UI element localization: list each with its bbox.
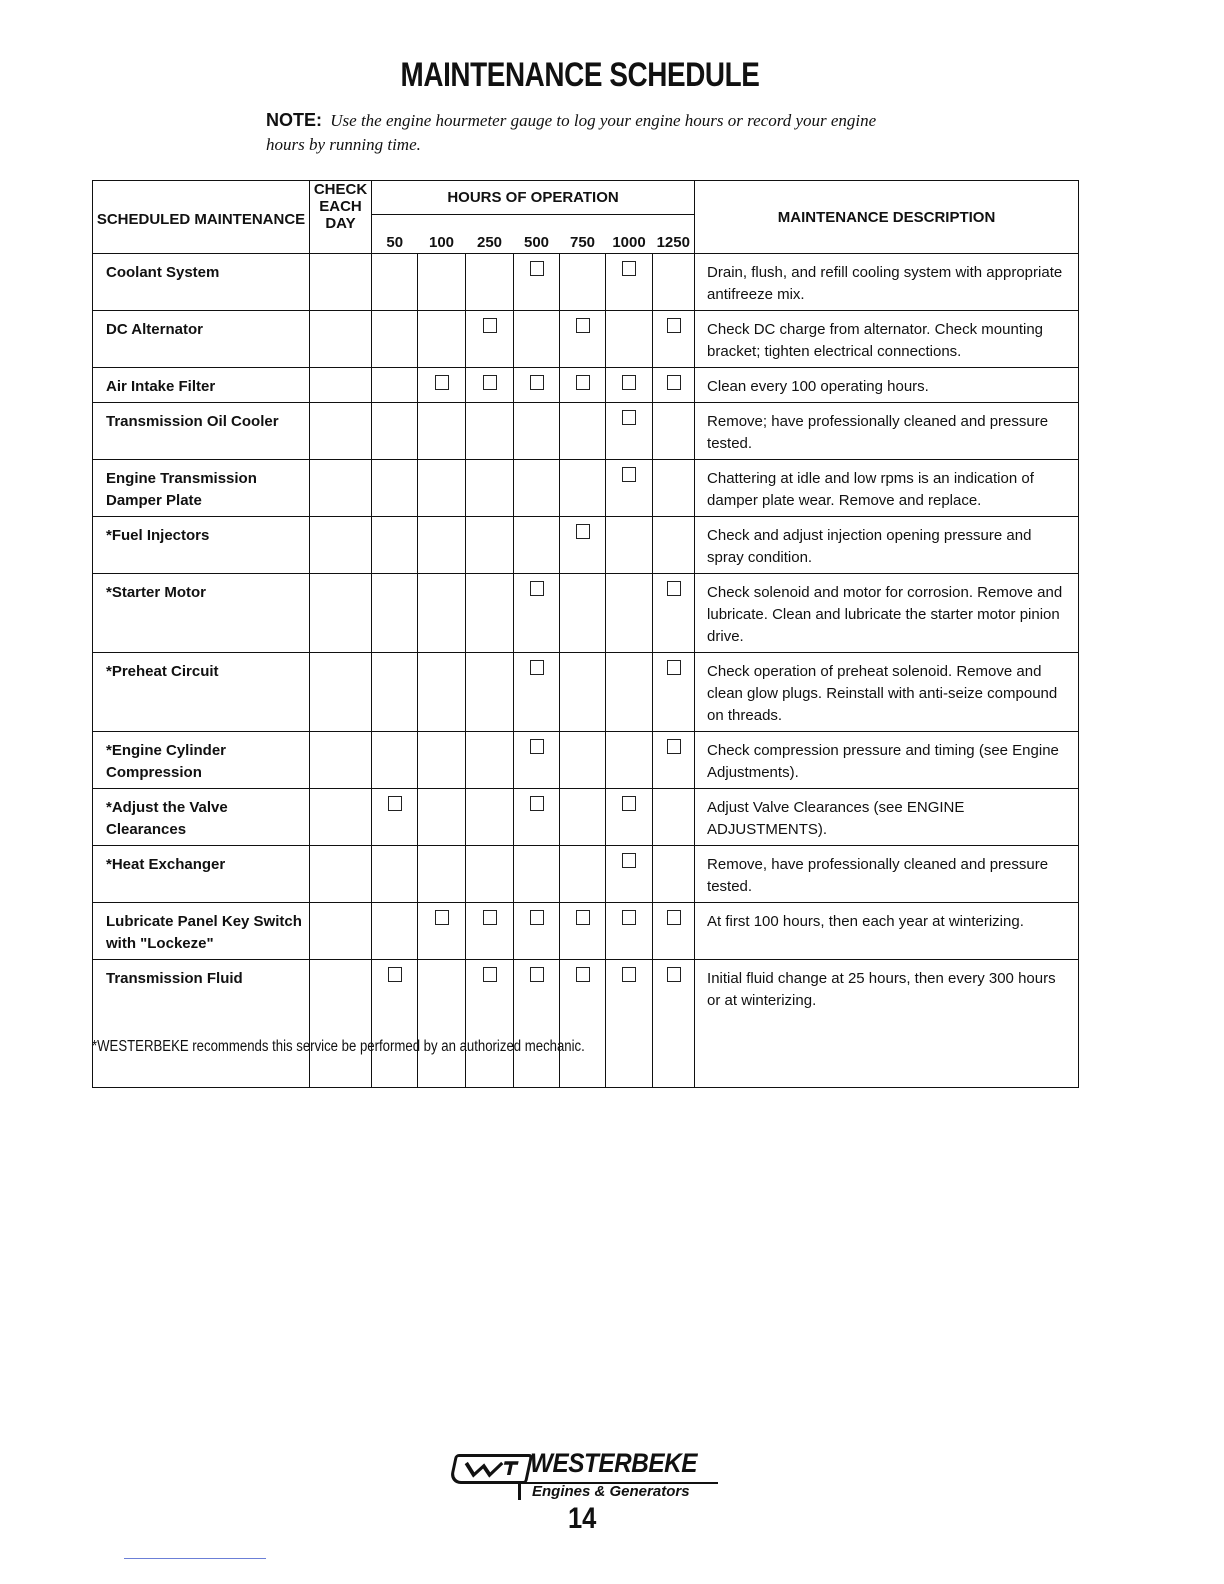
maintenance-schedule-table bbox=[92, 180, 1079, 1088]
hours-cell-500 bbox=[514, 460, 560, 517]
hours-cell-500 bbox=[514, 517, 560, 574]
checkbox-icon[interactable] bbox=[576, 967, 590, 982]
hours-cell-50 bbox=[372, 368, 418, 403]
table-row bbox=[93, 311, 1079, 368]
hours-cell-100 bbox=[418, 653, 466, 732]
header-hour-500: 500 bbox=[514, 215, 560, 254]
header-hour-50: 50 bbox=[372, 215, 418, 254]
check-daily-cell bbox=[310, 403, 372, 460]
hours-cell-500 bbox=[514, 653, 560, 732]
checkbox-icon[interactable] bbox=[667, 660, 681, 675]
hours-cell-1000 bbox=[606, 311, 653, 368]
task-description: Check compression pressure and timing (see Engine Adjustments). bbox=[695, 732, 1079, 789]
table-row bbox=[93, 403, 1079, 460]
hours-cell-750 bbox=[560, 368, 606, 403]
hours-cell-250 bbox=[466, 789, 514, 846]
hours-cell-1250 bbox=[653, 574, 695, 653]
check-daily-cell bbox=[310, 653, 372, 732]
note-label: NOTE: bbox=[266, 110, 322, 130]
checkbox-icon[interactable] bbox=[530, 581, 544, 596]
hours-cell-1250 bbox=[653, 517, 695, 574]
page-number: 14 bbox=[568, 1502, 597, 1535]
header-hour-1000: 1000 bbox=[606, 215, 653, 254]
hours-cell-750 bbox=[560, 517, 606, 574]
checkbox-icon[interactable] bbox=[483, 375, 497, 390]
task-name: *Starter Motor bbox=[93, 574, 310, 653]
hours-cell-50 bbox=[372, 311, 418, 368]
checkbox-icon[interactable] bbox=[530, 910, 544, 925]
task-description: Check solenoid and motor for corrosion. Remove and lubricate. Clean and lubricate the starter motor pinion drive. bbox=[695, 574, 1079, 653]
hours-cell-750 bbox=[560, 846, 606, 903]
header-hour-250: 250 bbox=[466, 215, 514, 254]
hours-cell-100 bbox=[418, 789, 466, 846]
task-description: Initial fluid change at 25 hours, then every 300 hours or at winterizing. bbox=[695, 960, 1079, 1088]
hours-cell-1250 bbox=[653, 460, 695, 517]
hours-cell-500 bbox=[514, 254, 560, 311]
hours-cell-500 bbox=[514, 903, 560, 960]
hours-cell-500 bbox=[514, 789, 560, 846]
task-name: DC Alternator bbox=[93, 311, 310, 368]
check-daily-cell bbox=[310, 732, 372, 789]
hours-cell-250 bbox=[466, 368, 514, 403]
checkbox-icon[interactable] bbox=[667, 967, 681, 982]
westerbeke-logo bbox=[452, 1448, 722, 1508]
header-check-each-day: CHECK EACH DAY bbox=[310, 181, 372, 254]
checkbox-icon[interactable] bbox=[530, 796, 544, 811]
hours-cell-500 bbox=[514, 846, 560, 903]
table-row bbox=[93, 460, 1079, 517]
header-hour-100: 100 bbox=[418, 215, 466, 254]
checkbox-icon[interactable] bbox=[435, 910, 449, 925]
hours-cell-100 bbox=[418, 368, 466, 403]
header-hour-1250: 1250 bbox=[653, 215, 695, 254]
task-name: Transmission Oil Cooler bbox=[93, 403, 310, 460]
hours-cell-100 bbox=[418, 517, 466, 574]
hours-cell-750 bbox=[560, 574, 606, 653]
hours-cell-250 bbox=[466, 403, 514, 460]
hours-cell-250 bbox=[466, 574, 514, 653]
task-description: At first 100 hours, then each year at winterizing. bbox=[695, 903, 1079, 960]
task-name: Lubricate Panel Key Switch with "Lockeze" bbox=[93, 903, 310, 960]
check-daily-cell bbox=[310, 789, 372, 846]
hours-cell-750 bbox=[560, 903, 606, 960]
hours-cell-1000 bbox=[606, 460, 653, 517]
table-row bbox=[93, 846, 1079, 903]
hours-cell-50 bbox=[372, 403, 418, 460]
checkbox-icon[interactable] bbox=[622, 796, 636, 811]
hours-cell-1250 bbox=[653, 903, 695, 960]
checkbox-icon[interactable] bbox=[622, 967, 636, 982]
hours-cell-1000 bbox=[606, 732, 653, 789]
checkbox-icon[interactable] bbox=[388, 967, 402, 982]
checkbox-icon[interactable] bbox=[483, 910, 497, 925]
hours-cell-250 bbox=[466, 653, 514, 732]
checkbox-icon[interactable] bbox=[622, 467, 636, 482]
table-row bbox=[93, 903, 1079, 960]
task-name: *Heat Exchanger bbox=[93, 846, 310, 903]
hours-cell-100 bbox=[418, 403, 466, 460]
task-name: *Fuel Injectors bbox=[93, 517, 310, 574]
hours-cell-50 bbox=[372, 574, 418, 653]
footnote: *WESTERBEKE recommends this service be performed by an authorized mechanic. bbox=[92, 1038, 585, 1055]
hours-cell-250 bbox=[466, 732, 514, 789]
checkbox-icon[interactable] bbox=[667, 581, 681, 596]
logo-brand: WESTERBEKE bbox=[530, 1448, 697, 1478]
hours-cell-100 bbox=[418, 732, 466, 789]
hours-cell-1000 bbox=[606, 653, 653, 732]
checkbox-icon[interactable] bbox=[530, 739, 544, 754]
table-row bbox=[93, 960, 1079, 1088]
task-description: Check and adjust injection opening pressure and spray condition. bbox=[695, 517, 1079, 574]
checkbox-icon[interactable] bbox=[483, 318, 497, 333]
hours-cell-100 bbox=[418, 960, 466, 1088]
hours-cell-750 bbox=[560, 960, 606, 1088]
check-daily-cell bbox=[310, 311, 372, 368]
header-scheduled-maintenance: SCHEDULED MAINTENANCE bbox=[93, 181, 310, 254]
hours-cell-250 bbox=[466, 311, 514, 368]
hours-cell-1000 bbox=[606, 903, 653, 960]
checkbox-icon[interactable] bbox=[667, 910, 681, 925]
hours-cell-250 bbox=[466, 254, 514, 311]
hours-cell-750 bbox=[560, 311, 606, 368]
check-daily-cell bbox=[310, 368, 372, 403]
check-daily-cell bbox=[310, 517, 372, 574]
task-description: Clean every 100 operating hours. bbox=[695, 368, 1079, 403]
hours-cell-250 bbox=[466, 846, 514, 903]
hours-cell-1250 bbox=[653, 368, 695, 403]
hours-cell-1250 bbox=[653, 960, 695, 1088]
hours-cell-750 bbox=[560, 403, 606, 460]
task-description: Chattering at idle and low rpms is an indication of damper plate wear. Remove and replace. bbox=[695, 460, 1079, 517]
task-description: Remove; have professionally cleaned and pressure tested. bbox=[695, 403, 1079, 460]
hours-cell-1250 bbox=[653, 732, 695, 789]
checkbox-icon[interactable] bbox=[530, 660, 544, 675]
hours-cell-50 bbox=[372, 460, 418, 517]
hours-cell-500 bbox=[514, 960, 560, 1088]
hours-cell-1250 bbox=[653, 254, 695, 311]
hours-cell-100 bbox=[418, 903, 466, 960]
hours-cell-50 bbox=[372, 653, 418, 732]
logo-bar bbox=[518, 1482, 521, 1500]
hours-cell-1000 bbox=[606, 254, 653, 311]
checkbox-icon[interactable] bbox=[530, 967, 544, 982]
hours-cell-100 bbox=[418, 846, 466, 903]
hours-cell-750 bbox=[560, 254, 606, 311]
task-name: Transmission Fluid bbox=[93, 960, 310, 1088]
logo-tagline: Engines & Generators bbox=[532, 1483, 690, 1500]
hours-cell-500 bbox=[514, 368, 560, 403]
checkbox-icon[interactable] bbox=[435, 375, 449, 390]
table-row bbox=[93, 574, 1079, 653]
hours-cell-500 bbox=[514, 311, 560, 368]
checkbox-icon[interactable] bbox=[576, 375, 590, 390]
hours-cell-500 bbox=[514, 574, 560, 653]
hours-cell-50 bbox=[372, 960, 418, 1088]
hours-cell-50 bbox=[372, 903, 418, 960]
check-daily-cell bbox=[310, 846, 372, 903]
hours-cell-50 bbox=[372, 517, 418, 574]
table-row bbox=[93, 732, 1079, 789]
page-title: MAINTENANCE SCHEDULE bbox=[400, 56, 760, 94]
hours-cell-50 bbox=[372, 846, 418, 903]
checkbox-icon[interactable] bbox=[667, 375, 681, 390]
hours-cell-1000 bbox=[606, 403, 653, 460]
task-name: Air Intake Filter bbox=[93, 368, 310, 403]
hours-cell-500 bbox=[514, 403, 560, 460]
checkbox-icon[interactable] bbox=[622, 375, 636, 390]
hours-cell-1000 bbox=[606, 960, 653, 1088]
checkbox-icon[interactable] bbox=[576, 318, 590, 333]
checkbox-icon[interactable] bbox=[622, 261, 636, 276]
task-name: *Adjust the Valve Clearances bbox=[93, 789, 310, 846]
hours-cell-250 bbox=[466, 517, 514, 574]
task-description: Drain, flush, and refill cooling system with appropriate antifreeze mix. bbox=[695, 254, 1079, 311]
hours-cell-1250 bbox=[653, 789, 695, 846]
table-row bbox=[93, 653, 1079, 732]
table-row bbox=[93, 368, 1079, 403]
checkbox-icon[interactable] bbox=[667, 739, 681, 754]
hours-cell-100 bbox=[418, 574, 466, 653]
check-daily-cell bbox=[310, 960, 372, 1088]
hours-cell-750 bbox=[560, 653, 606, 732]
task-name: Coolant System bbox=[93, 254, 310, 311]
header-maintenance-description: MAINTENANCE DESCRIPTION bbox=[695, 181, 1079, 254]
hours-cell-750 bbox=[560, 789, 606, 846]
hours-cell-1250 bbox=[653, 403, 695, 460]
checkbox-icon[interactable] bbox=[530, 375, 544, 390]
note-text: Use the engine hourmeter gauge to log your engine hours or record your engine hours by running time. bbox=[266, 111, 877, 154]
checkbox-icon[interactable] bbox=[530, 261, 544, 276]
hours-cell-100 bbox=[418, 460, 466, 517]
checkbox-icon[interactable] bbox=[622, 910, 636, 925]
checkbox-icon[interactable] bbox=[388, 796, 402, 811]
hours-cell-1000 bbox=[606, 789, 653, 846]
task-name: Engine Transmission Damper Plate bbox=[93, 460, 310, 517]
task-name: *Preheat Circuit bbox=[93, 653, 310, 732]
hours-cell-250 bbox=[466, 960, 514, 1088]
table-row bbox=[93, 254, 1079, 311]
hours-cell-250 bbox=[466, 460, 514, 517]
checkbox-icon[interactable] bbox=[622, 410, 636, 425]
task-description: Check operation of preheat solenoid. Remove and clean glow plugs. Reinstall with anti-seize compound on threads. bbox=[695, 653, 1079, 732]
checkbox-icon[interactable] bbox=[483, 967, 497, 982]
check-daily-cell bbox=[310, 574, 372, 653]
hours-cell-1000 bbox=[606, 846, 653, 903]
hours-cell-1000 bbox=[606, 368, 653, 403]
checkbox-icon[interactable] bbox=[667, 318, 681, 333]
check-daily-cell bbox=[310, 254, 372, 311]
hours-cell-1000 bbox=[606, 517, 653, 574]
check-daily-cell bbox=[310, 903, 372, 960]
check-daily-cell bbox=[310, 460, 372, 517]
hours-cell-750 bbox=[560, 460, 606, 517]
hours-cell-50 bbox=[372, 254, 418, 311]
header-hours-of-operation: HOURS OF OPERATION bbox=[372, 181, 695, 215]
bottom-rule bbox=[124, 1558, 266, 1559]
westerbeke-w-logo-icon bbox=[449, 1454, 533, 1484]
hours-cell-250 bbox=[466, 903, 514, 960]
note bbox=[266, 108, 906, 157]
task-description: Adjust Valve Clearances (see ENGINE ADJUSTMENTS). bbox=[695, 789, 1079, 846]
hours-cell-100 bbox=[418, 254, 466, 311]
table-row bbox=[93, 517, 1079, 574]
hours-cell-1250 bbox=[653, 653, 695, 732]
header-hour-750: 750 bbox=[560, 215, 606, 254]
task-description: Remove, have professionally cleaned and pressure tested. bbox=[695, 846, 1079, 903]
checkbox-icon[interactable] bbox=[576, 910, 590, 925]
hours-cell-50 bbox=[372, 732, 418, 789]
hours-cell-1250 bbox=[653, 846, 695, 903]
hours-cell-1000 bbox=[606, 574, 653, 653]
checkbox-icon[interactable] bbox=[576, 524, 590, 539]
task-name: *Engine Cylinder Compression bbox=[93, 732, 310, 789]
hours-cell-1250 bbox=[653, 311, 695, 368]
hours-cell-750 bbox=[560, 732, 606, 789]
hours-cell-500 bbox=[514, 732, 560, 789]
checkbox-icon[interactable] bbox=[622, 853, 636, 868]
task-description: Check DC charge from alternator. Check mounting bracket; tighten electrical connections. bbox=[695, 311, 1079, 368]
hours-cell-100 bbox=[418, 311, 466, 368]
hours-cell-50 bbox=[372, 789, 418, 846]
table-row bbox=[93, 789, 1079, 846]
